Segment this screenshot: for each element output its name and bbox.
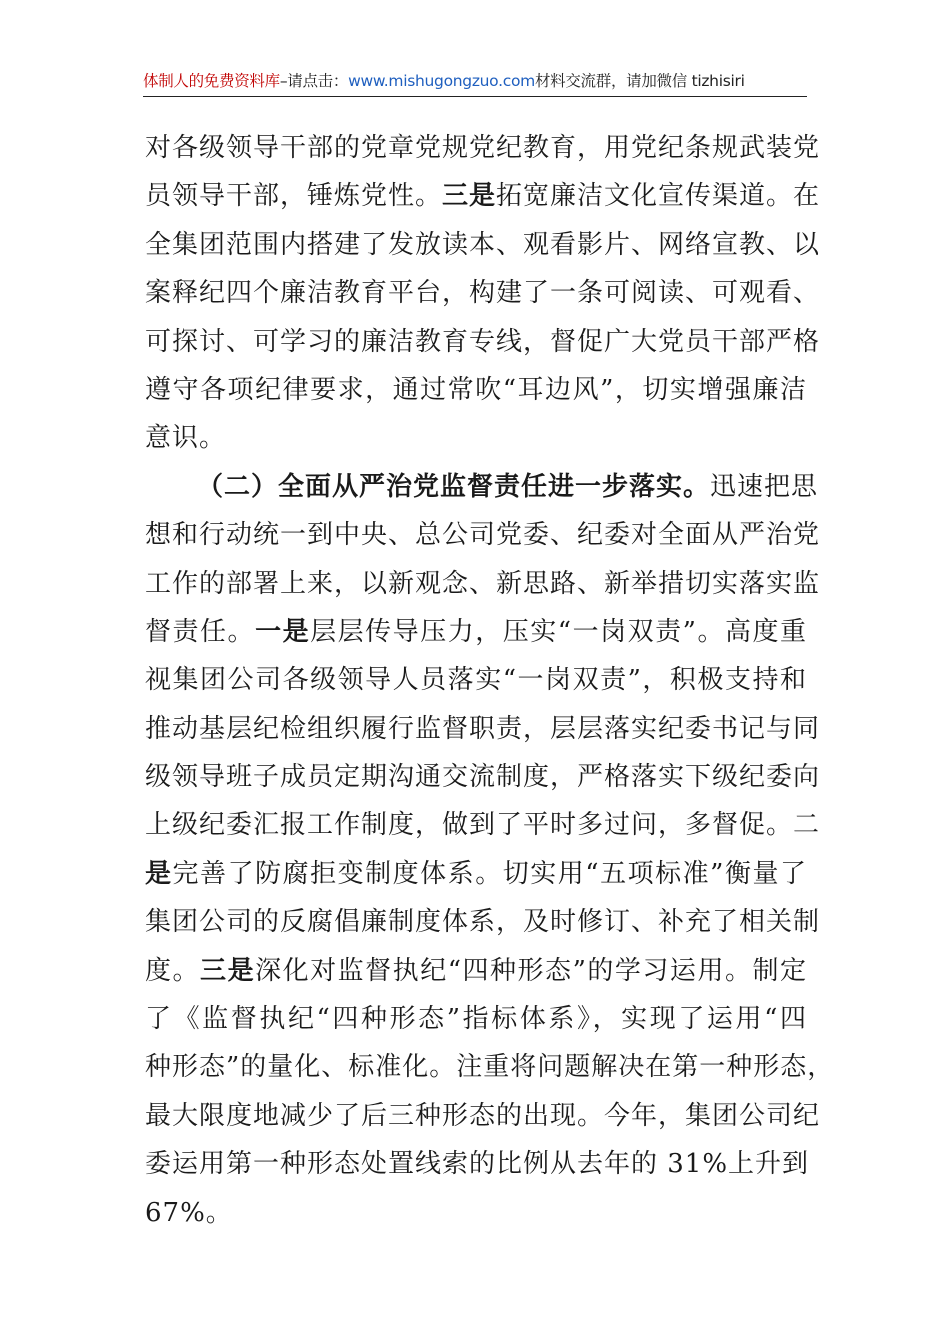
paragraph-line: 上级纪委汇报工作制度，做到了平时多过问，多督促。二 (145, 810, 821, 841)
header-brand: 体制人的免费资料库 (143, 72, 280, 90)
bold-run: 是 (145, 858, 173, 889)
paragraph-line: 集团公司的反腐倡廉制度体系，及时修订、补充了相关制 (145, 907, 821, 938)
text-run: 督责任。 (145, 616, 256, 647)
paragraph-line: 可探讨、可学习的廉洁教育专线，督促广大党员干部严格 (145, 326, 821, 357)
page-header (143, 68, 807, 97)
paragraph-line: 遵守各项纪律要求，通过常吹“耳边风”，切实增强廉洁 (145, 374, 807, 405)
paragraph-line: 想和行动统一到中央、总公司党委、纪委对全面从严治党 (145, 520, 821, 551)
paragraph-line: 推动基层纪检组织履行监督职责，层层落实纪委书记与同 (145, 713, 821, 744)
paragraph-line (145, 947, 807, 995)
paragraph-line: 工作的部署上来，以新观念、新思路、新举措切实落实监 (145, 568, 821, 599)
paragraph-line: 全集团范围内搭建了发放读本、观看影片、网络宣教、以 (145, 229, 821, 260)
paragraph-line: 案释纪四个廉洁教育平台，构建了一条可阅读、可观看、 (145, 278, 821, 309)
paragraph-line: 对各级领导干部的党章党规党纪教育，用党纪条规武装党 (145, 133, 821, 163)
text-run: 员领导干部，锤炼党性。 (145, 181, 443, 212)
text-run: 深化对监督执纪“四种形态”的学习运用。制定 (255, 955, 807, 986)
paragraph-line (145, 172, 821, 220)
header-prompt: –请点击： (279, 72, 349, 90)
bold-run: 三是 (200, 955, 256, 986)
section-heading-line (145, 463, 819, 511)
text-run: 层层传导压力，压实“一岗双责”。高度重 (310, 616, 807, 647)
paragraph-line: 委运用第一种形态处置线索的比例从去年的 31%上升到 (145, 1149, 810, 1180)
paragraph-line: 种形态”的量化、标准化。注重将问题解决在第一种形态， (145, 1052, 835, 1083)
paragraph-line: 视集团公司各级领导人员落实“一岗双责”，积极支持和 (145, 665, 807, 696)
bold-run: 三是 (442, 181, 497, 212)
paragraph-line: 最大限度地减少了后三种形态的出现。今年，集团公司纪 (145, 1100, 821, 1131)
paragraph-line: 级领导班子成员定期沟通交流制度，严格落实下级纪委向 (145, 762, 821, 793)
text-run: 迅速把思 (710, 471, 819, 502)
paragraph-line (145, 608, 807, 656)
paragraph-line: 了《监督执纪“四种形态”指标体系》，实现了运用“四 (145, 1004, 807, 1035)
header-contact: 材料交流群，请加微信 tizhisiri (534, 72, 745, 90)
bold-run: 一是 (255, 616, 311, 647)
document-body (145, 124, 835, 1237)
paragraph-line (145, 850, 807, 898)
paragraph-line: 意识。 (145, 423, 227, 454)
text-run: 完善了防腐拒变制度体系。切实用“五项标准”衡量了 (172, 858, 807, 889)
section-heading: （二）全面从严治党监督责任进一步落实。 (197, 471, 711, 502)
text-run: 度。 (145, 955, 201, 986)
header-link[interactable]: www.mishugongzuo.com (348, 72, 535, 90)
text-run: 拓宽廉洁文化宣传渠道。在 (496, 181, 821, 212)
paragraph-line: 67%。 (145, 1197, 233, 1228)
